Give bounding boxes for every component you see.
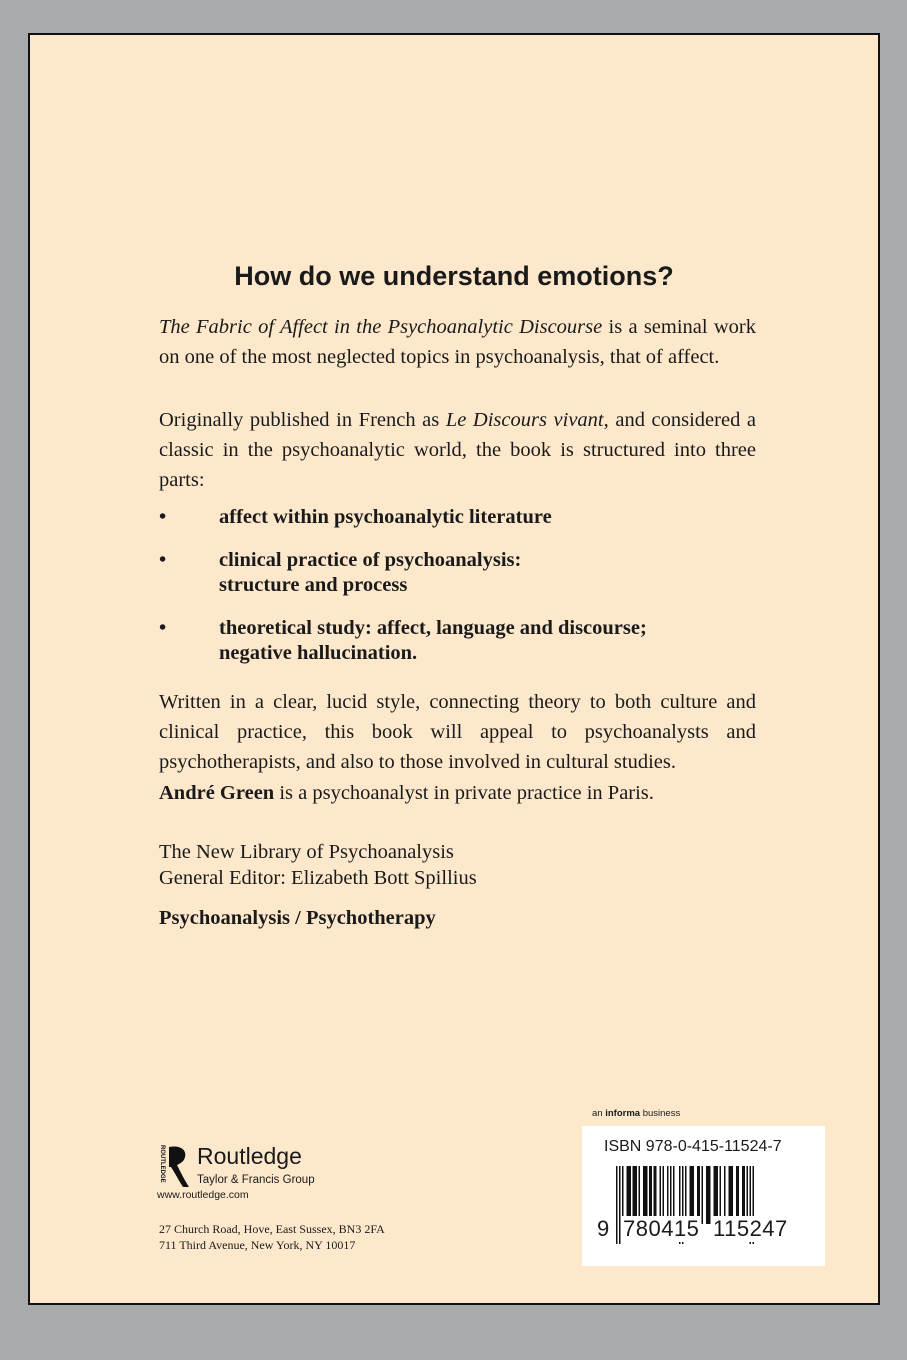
barcode-digits-right: 115247 bbox=[713, 1216, 788, 1241]
tagline-text: business bbox=[640, 1108, 681, 1119]
informa-brand: informa bbox=[605, 1108, 641, 1119]
cover-heading: How do we understand emotions? bbox=[234, 261, 674, 291]
category: Psychoanalysis / Psychotherapy bbox=[159, 907, 436, 929]
isbn-barcode-box bbox=[582, 1126, 825, 1266]
audience-paragraph: Written in a clear, lucid style, connecting theory to both culture and clinical practice, this book will appeal to psychoanalysts and psychotherapists, and also to those involved in cultural studies. bbox=[159, 691, 756, 773]
barcode-bar bbox=[619, 1166, 621, 1244]
barcode-digits-left: 780415 bbox=[623, 1216, 700, 1241]
publisher-address bbox=[159, 1221, 385, 1253]
author-bio-text: is a psychoanalyst in private practice in Paris. bbox=[274, 782, 654, 804]
origin-text-1: Originally published in French as bbox=[159, 409, 446, 431]
list-item-text: affect within psychoanalytic literature bbox=[219, 506, 552, 528]
barcode-bar bbox=[706, 1166, 711, 1224]
list-item bbox=[159, 548, 647, 598]
routledge-r-icon bbox=[157, 1143, 193, 1189]
list-item-text: theoretical study: affect, language and discourse; bbox=[219, 617, 647, 639]
bullet-icon: • bbox=[159, 617, 167, 639]
series-info bbox=[159, 839, 756, 891]
svg-text:ROUTLEDGE: ROUTLEDGE bbox=[159, 1145, 165, 1183]
publisher-group: Taylor & Francis Group bbox=[197, 1174, 315, 1186]
french-title: Le Discours vivant bbox=[445, 409, 604, 431]
informa-tagline bbox=[592, 1108, 680, 1119]
book-back-cover bbox=[28, 33, 880, 1305]
publisher-url[interactable]: www.routledge.com bbox=[157, 1189, 249, 1201]
intro-paragraph bbox=[159, 312, 756, 372]
address-line: 711 Third Avenue, New York, NY 10017 bbox=[159, 1238, 356, 1252]
author-name: André Green bbox=[159, 782, 275, 804]
barcode-bar bbox=[702, 1166, 704, 1224]
bullet-icon: • bbox=[159, 506, 167, 528]
intro-text: is a seminal work on one of the most neglected topics in psychoanalysis, that of affect. bbox=[159, 316, 756, 368]
barcode-digit: 9 bbox=[597, 1216, 610, 1241]
origin-text-2: , and considered a classic in the psychoanalytic world, the book is structured into three parts: bbox=[159, 409, 757, 491]
tagline-text: an bbox=[592, 1108, 606, 1119]
list-item bbox=[159, 616, 647, 666]
author-bio bbox=[159, 778, 756, 808]
list-item-text: structure and process bbox=[219, 574, 408, 596]
list-item-text: negative hallucination. bbox=[219, 642, 418, 664]
barcode-bar bbox=[616, 1166, 618, 1244]
origin-paragraph bbox=[159, 405, 756, 495]
isbn-label: ISBN 978-0-415-11524-7 bbox=[604, 1138, 782, 1155]
publisher-name: Routledge bbox=[197, 1143, 302, 1169]
list-item bbox=[159, 505, 647, 530]
list-item-text: clinical practice of psychoanalysis: bbox=[219, 549, 522, 571]
address-line: 27 Church Road, Hove, East Sussex, BN3 2FA bbox=[159, 1222, 385, 1236]
parts-list bbox=[159, 505, 647, 684]
series-editor: General Editor: Elizabeth Bott Spillius bbox=[159, 867, 477, 889]
bullet-icon: • bbox=[159, 549, 167, 571]
book-title: The Fabric of Affect in the Psychoanalytic Discourse bbox=[159, 316, 603, 338]
series-name: The New Library of Psychoanalysis bbox=[159, 841, 454, 863]
